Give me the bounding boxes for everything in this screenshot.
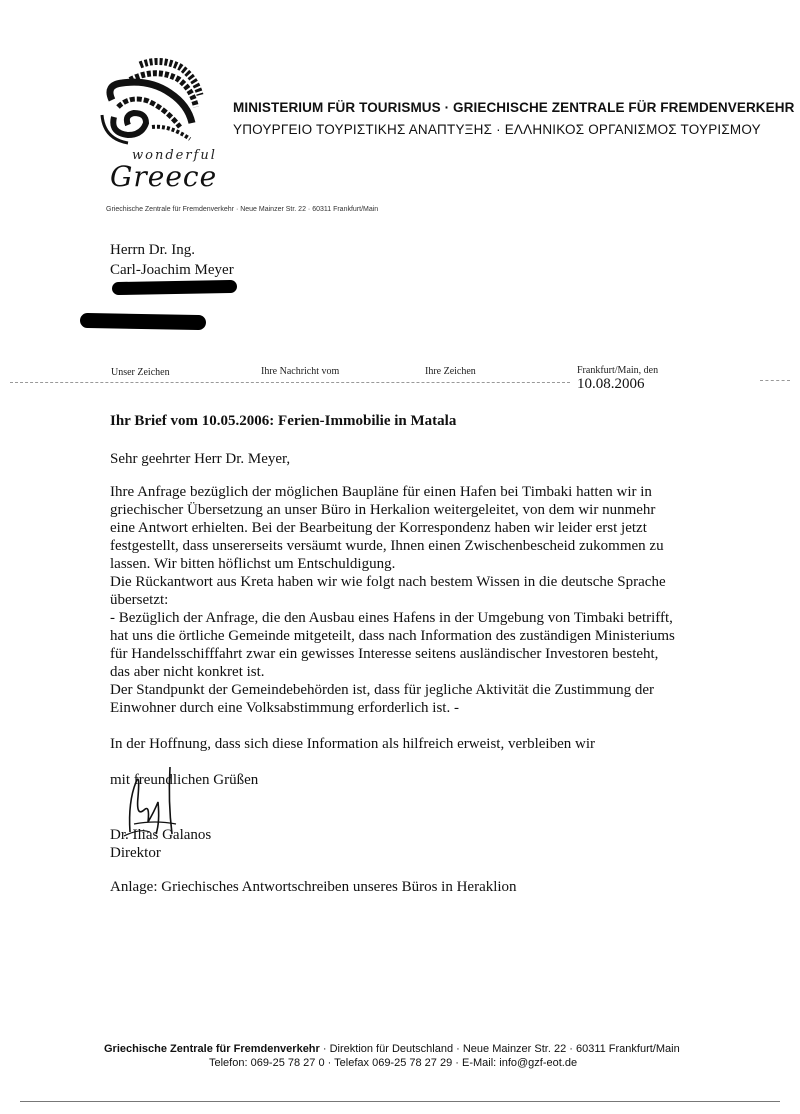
letter-subject: Ihr Brief vom 10.05.2006: Ferien-Immobilie in Matala <box>110 413 457 429</box>
footer-address: · Direktion für Deutschland · Neue Mainzer Str. 22 · 60311 Frankfurt/Main <box>319 1043 680 1055</box>
attachment-note: Anlage: Griechisches Antwortschreiben unseres Büros in Heraklion <box>110 879 517 895</box>
footer-org-name: Griechische Zentrale für Fremdenverkehr <box>104 1043 320 1055</box>
body-line: für Handelsschifffahrt zwar ein gewisses Interesse seitens ausländischer Investoren besteht, <box>110 646 659 662</box>
footer-rule <box>20 1101 780 1102</box>
body-line: eine Antwort erhielten. Bei der Bearbeitung der Korrespondenz haben wir leider erst jetzt <box>110 520 647 536</box>
ref-place-label: Frankfurt/Main, den <box>577 365 659 376</box>
footer-contact-line: Telefon: 069-25 78 27 0 · Telefax 069-25 78 27 29 · E-Mail: info@gzf-eot.de <box>209 1057 578 1069</box>
body-line: griechischer Übersetzung an unser Büro in Herkalion weitergeleitet, von dem wir nunmehr <box>110 502 656 518</box>
closing-phrase: In der Hoffnung, dass sich diese Information als hilfreich erweist, verbleiben wir <box>110 736 595 752</box>
ref-your-message-label: Ihre Nachricht vom <box>261 366 340 377</box>
logo-wordmark-greece: Greece <box>110 160 218 193</box>
body-line: Der Standpunkt der Gemeindebehörden ist, dass für jegliche Aktivität die Zustimmung der <box>110 682 655 698</box>
reference-divider <box>10 382 570 383</box>
salutation: Sehr geehrter Herr Dr. Meyer, <box>110 451 291 467</box>
recipient-title: Herrn Dr. Ing. <box>110 242 195 258</box>
closing-greeting: mit freundlichen Grüßen <box>110 772 259 788</box>
body-line: Die Rückantwort aus Kreta haben wir wie folgt nach bestem Wissen in die deutsche Sprache <box>110 574 666 590</box>
redacted-street <box>112 280 237 295</box>
letter-body <box>110 483 710 717</box>
letterhead-title-greek: ΥΠΟΥΡΓΕΙΟ ΤΟΥΡΙΣΤΙΚΗΣ ΑΝΑΠΤΥΞΗΣ · ΕΛΛΗΝΙΚΟΣ ΟΡΓΑΝΙΣΜΟΣ ΤΟΥΡΙΣΜΟΥ <box>233 122 761 137</box>
logo-spiral-icon <box>100 55 220 150</box>
body-line: festgestellt, dass unsererseits versäumt wurde, Ihnen einen Zwischenbescheid zukommen zu <box>110 538 664 554</box>
sender-return-address: Griechische Zentrale für Fremdenverkehr · Neue Mainzer Str. 22 · 60311 Frankfurt/Main <box>106 206 379 213</box>
logo <box>100 55 230 193</box>
body-line: - Bezüglich der Anfrage, die den Ausbau eines Hafens in der Umgebung von Timbaki betrifft, <box>110 610 673 626</box>
reference-divider-right <box>760 380 790 381</box>
body-line: lassen. Wir bitten höflichst um Entschuldigung. <box>110 556 396 572</box>
redacted-city <box>80 313 206 330</box>
logo-wordmark-wonderful: wonderful <box>132 148 217 163</box>
ref-your-reference-label: Ihre Zeichen <box>425 366 476 377</box>
body-line: übersetzt: <box>110 592 169 608</box>
body-line: das aber nicht konkret ist. <box>110 664 265 680</box>
recipient-name: Carl-Joachim Meyer <box>110 262 234 278</box>
body-line: hat uns die örtliche Gemeinde mitgeteilt, dass nach Information des zuständigen Ministeriums <box>110 628 675 644</box>
letter-date: 10.08.2006 <box>577 376 645 392</box>
body-line: Einwohner durch eine Volksabstimmung erforderlich ist. - <box>110 700 459 716</box>
body-line: Ihre Anfrage bezüglich der möglichen Baupläne für einen Hafen bei Timbaki hatten wir in <box>110 484 652 500</box>
signer-title: Direktor <box>110 845 161 861</box>
letterhead-title-german: MINISTERIUM FÜR TOURISMUS · GRIECHISCHE ZENTRALE FÜR FREMDENVERKEHR <box>233 100 795 115</box>
signer-name: Dr. Ilias Galanos <box>110 827 212 843</box>
ref-our-reference-label: Unser Zeichen <box>111 367 170 378</box>
footer-address-line <box>104 1043 680 1055</box>
